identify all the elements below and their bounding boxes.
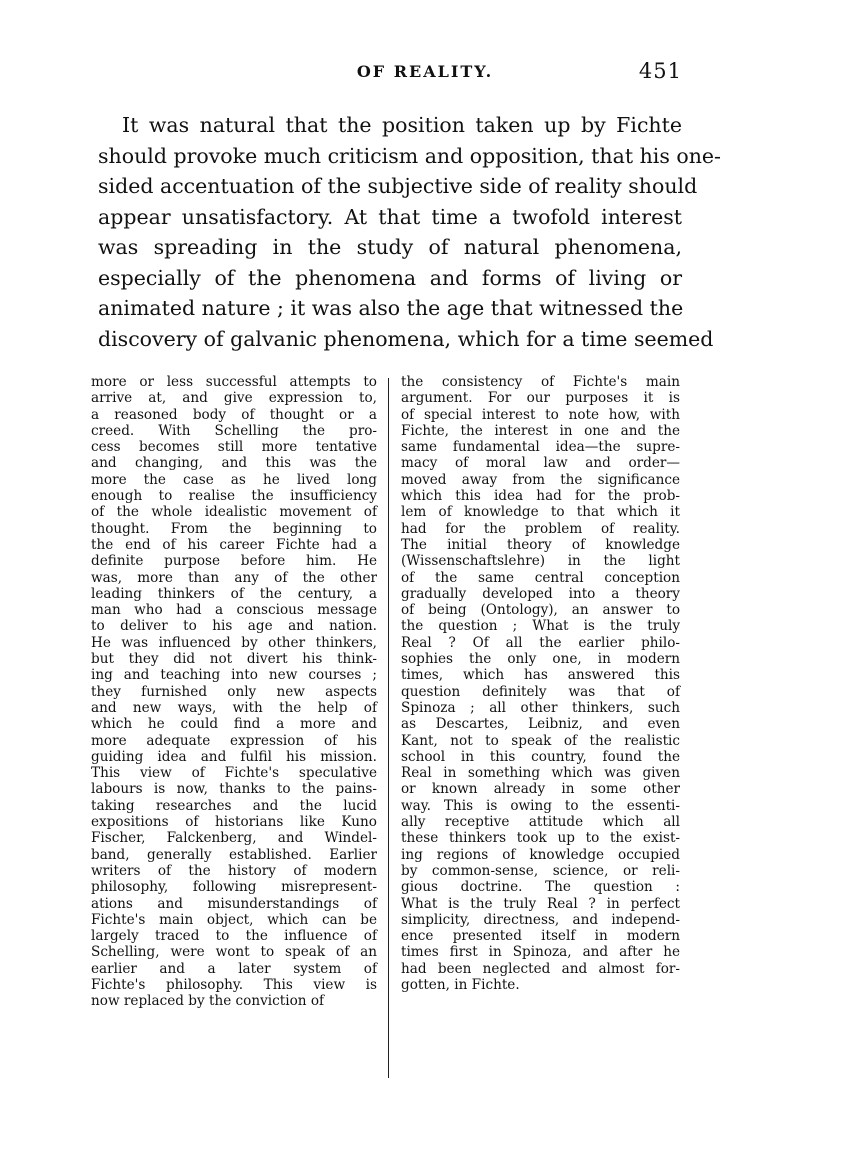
text-line: Fichte's philosophy. This view is bbox=[91, 976, 377, 993]
text-line: school in this country, found the bbox=[401, 748, 680, 765]
text-line: which he could find a more and bbox=[91, 716, 377, 733]
text-line: which this idea had for the prob- bbox=[401, 488, 680, 505]
text-line: times, which has answered this bbox=[401, 667, 680, 684]
text-line: enough to realise the insufficiency bbox=[91, 488, 377, 505]
text-line: What is the truly Real ? in perfect bbox=[401, 895, 680, 912]
text-line: Real in something which was given bbox=[401, 765, 680, 782]
text-line: discovery of galvanic phenomena, which for a time seemed bbox=[98, 326, 714, 351]
text-line: the end of his career Fichte had a bbox=[91, 536, 377, 553]
text-line: but they did not divert his think- bbox=[91, 651, 377, 668]
text-line: This view of Fichte's speculative bbox=[91, 765, 377, 782]
text-line: way. This is owing to the essenti- bbox=[401, 797, 680, 814]
running-title: OF REALITY. bbox=[356, 62, 494, 81]
text-line: was, more than any of the other bbox=[91, 569, 377, 586]
text-line: band, generally established. Earlier bbox=[91, 846, 377, 863]
text-line: leading thinkers of the century, a bbox=[91, 585, 377, 602]
text-line: of the same central conception bbox=[401, 569, 680, 586]
text-line: sided accentuation of the subjective side of reality should bbox=[98, 174, 698, 198]
text-line: ations and misunderstandings of bbox=[91, 895, 377, 912]
text-line: of special interest to note how, with bbox=[401, 406, 680, 423]
text-line: macy of moral law and order— bbox=[401, 455, 680, 472]
text-line: earlier and a later system of bbox=[91, 960, 377, 977]
text-line: by common-sense, science, or reli- bbox=[401, 862, 680, 879]
text-line: appear unsatisfactory. At that time a twofold interest bbox=[98, 204, 682, 229]
main-paragraph bbox=[98, 110, 721, 354]
text-line: and changing, and this was the bbox=[91, 455, 377, 472]
text-line: ence presented itself in modern bbox=[401, 928, 680, 945]
text-line: a reasoned body of thought or a bbox=[91, 406, 377, 423]
text-line: The initial theory of knowledge bbox=[401, 536, 680, 553]
text-line: they furnished only new aspects bbox=[91, 683, 377, 700]
text-line: sophies the only one, in modern bbox=[401, 651, 680, 668]
text-line: He was influenced by other thinkers, bbox=[91, 634, 377, 651]
text-line: and new ways, with the help of bbox=[91, 699, 377, 716]
text-line: ing and teaching into new courses ; bbox=[91, 667, 377, 684]
text-line: same fundamental idea—the supre- bbox=[401, 439, 680, 456]
text-line: Real ? Of all the earlier philo- bbox=[401, 634, 680, 651]
page-number: 451 bbox=[638, 59, 682, 83]
text-line: cess becomes still more tentative bbox=[91, 439, 377, 456]
text-line: as Descartes, Leibniz, and even bbox=[401, 716, 680, 733]
text-line: should provoke much criticism and opposition, that his one- bbox=[98, 143, 721, 168]
text-line: now replaced by the conviction of bbox=[91, 993, 325, 1010]
text-line: writers of the history of modern bbox=[91, 862, 377, 879]
text-line: arrive at, and give expression to, bbox=[91, 390, 377, 407]
text-line: taking researches and the lucid bbox=[91, 797, 377, 814]
text-line: Spinoza ; all other thinkers, such bbox=[401, 699, 680, 716]
text-line: question definitely was that of bbox=[401, 683, 680, 700]
text-line: gradually developed into a theory bbox=[401, 585, 680, 602]
text-line: more adequate expression of his bbox=[91, 732, 377, 749]
text-line: expositions of historians like Kuno bbox=[91, 814, 377, 831]
text-line: philosophy, following misrepresent- bbox=[91, 879, 377, 896]
text-line: of being (Ontology), an answer to bbox=[401, 602, 680, 619]
text-line: especially of the phenomena and forms of living or bbox=[98, 265, 682, 290]
text-line: largely traced to the influence of bbox=[91, 928, 377, 945]
text-line: ally receptive attitude which all bbox=[401, 814, 680, 831]
text-line: argument. For our purposes it is bbox=[401, 390, 680, 407]
text-line: It was natural that the position taken up by Fichte bbox=[122, 113, 682, 137]
text-line: Fichte, the interest in one and the bbox=[401, 422, 680, 439]
text-line: had for the problem of reality. bbox=[401, 520, 680, 537]
text-line: definite purpose before him. He bbox=[91, 553, 377, 570]
text-line: Schelling, were wont to speak of an bbox=[91, 944, 377, 961]
text-line: guiding idea and fulfil his mission. bbox=[91, 748, 377, 765]
footnote-left-column bbox=[91, 374, 377, 1010]
text-line: gotten, in Fichte. bbox=[401, 976, 520, 993]
text-line: labours is now, thanks to the pains- bbox=[91, 781, 377, 798]
text-line: animated nature ; it was also the age that witnessed the bbox=[98, 296, 684, 320]
text-line: was spreading in the study of natural phenomena, bbox=[98, 235, 682, 259]
text-line: the consistency of Fichte's main bbox=[401, 374, 680, 390]
text-line: lem of knowledge to that which it bbox=[401, 504, 680, 521]
text-line: gious doctrine. The question : bbox=[401, 879, 680, 896]
text-line: man who had a conscious message bbox=[91, 602, 377, 619]
text-line: the question ; What is the truly bbox=[401, 618, 680, 635]
text-line: these thinkers took up to the exist- bbox=[401, 830, 680, 847]
text-line: Kant, not to speak of the realistic bbox=[401, 732, 680, 749]
column-divider bbox=[388, 378, 389, 1078]
text-line: ing regions of knowledge occupied bbox=[401, 846, 680, 863]
text-line: or known already in some other bbox=[401, 781, 680, 798]
text-line: Fichte's main object, which can be bbox=[91, 911, 377, 928]
text-line: (Wissenschaftslehre) in the light bbox=[401, 553, 680, 570]
text-line: simplicity, directness, and independ- bbox=[401, 911, 680, 928]
text-line: thought. From the beginning to bbox=[91, 520, 377, 537]
text-line: times first in Spinoza, and after he bbox=[401, 944, 680, 961]
text-line: of the whole idealistic movement of bbox=[91, 504, 377, 521]
text-line: moved away from the significance bbox=[401, 471, 680, 488]
text-line: Fischer, Falckenberg, and Windel- bbox=[91, 830, 377, 847]
text-line: more the case as he lived long bbox=[91, 471, 377, 488]
text-line: more or less successful attempts to bbox=[91, 374, 377, 390]
footnote-right-column bbox=[401, 374, 680, 993]
text-line: had been neglected and almost for- bbox=[401, 960, 680, 977]
text-line: creed. With Schelling the pro- bbox=[91, 422, 377, 439]
text-line: to deliver to his age and nation. bbox=[91, 618, 377, 635]
